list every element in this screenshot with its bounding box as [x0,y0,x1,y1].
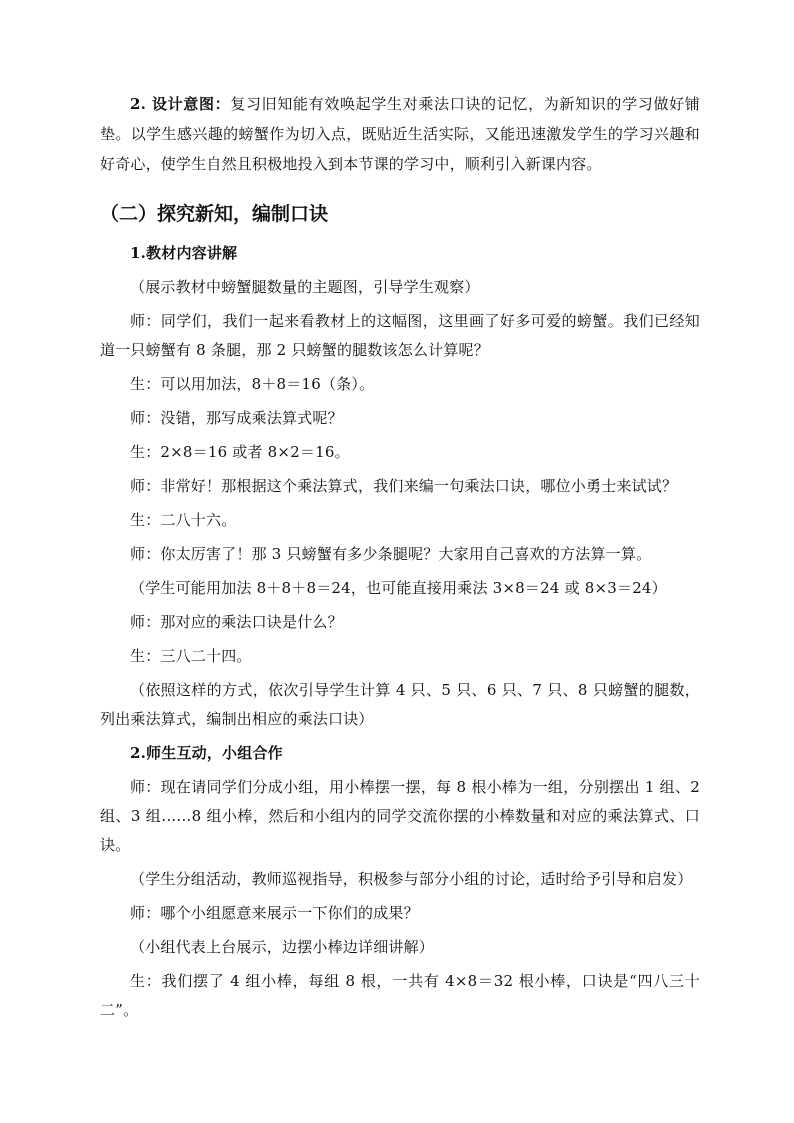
paragraph-student-add: 生：可以用加法，8＋8＝16（条）。 [130,375,375,393]
paragraph-teacher-three-crabs: 师：你太厉害了！那 3 只螃蟹有多少条腿呢？大家用自己喜欢的方法算一算。 [130,545,652,563]
paragraph-student-result: 生：我们摆了 4 组小棒，每组 8 根，一共有 4×8＝32 根小棒，口诀是“四八三十二”。 [100,972,700,1019]
paragraph-student-equation: 生：2×8＝16 或者 8×2＝16。 [130,443,350,461]
paragraph-student-methods: （学生可能用加法 8＋8＋8＝24，也可能直接用乘法 3×8＝24 或 8×3＝24） [130,579,667,597]
paragraph-teacher-ask-rhyme: 师：那对应的乘法口诀是什么？ [130,613,343,631]
paragraph-show-picture: （展示教材中螃蟹腿数量的主题图，引导学生观察） [130,278,480,296]
paragraph-teacher-show: 师：哪个小组愿意来展示一下你们的成果？ [130,904,419,922]
subheading-group-work: 2.师生互动，小组合作 [130,744,283,762]
paragraph-teacher-intro: 师：同学们，我们一起来看教材上的这幅图，这里画了好多可爱的螃蟹。我们已经知道一只螃蟹有 8 条腿，那 2 只螃蟹的腿数该怎么计算呢？ [100,312,700,359]
paragraph-student-rhyme-24: 生：三八二十四。 [130,647,252,665]
paragraph-group-activity: （学生分组活动，教师巡视指导，积极参与部分小组的讨论，适时给予引导和启发） [130,870,693,888]
paragraph-teacher-groups: 师：现在请同学们分成小组，用小棒摆一摆，每 8 根小棒为一组，分别摆出 1 组、2 组、3 组……8 组小棒，然后和小组内的同学交流你摆的小棒数量和对应的乘法算式、口诀。 [100,778,700,854]
design-intent-paragraph [100,89,700,179]
design-intent-label: 2. 设计意图： [130,95,231,113]
paragraph-student-rhyme: 生：二八十六。 [130,511,237,529]
paragraph-teacher-rhyme: 师：非常好！那根据这个乘法算式，我们来编一句乘法口诀，哪位小勇士来试试？ [130,477,678,495]
page-content [100,89,700,1025]
design-intent-text: 复习旧知能有效唤起学生对乘法口诀的记忆，为新知识的学习做好铺垫。以学生感兴趣的螃蟹作为切入点，既贴近生活实际，又能迅速激发学生的学习兴趣和好奇心，使学生自然且积极地投入到本节课的学习中，顺利引入新课内容。 [100,95,700,173]
paragraph-guide-more: （依照这样的方式，依次引导学生计算 4 只、5 只、6 只、7 只、8 只螃蟹的腿数，列出乘法算式，编制出相应的乘法口诀） [100,681,700,728]
paragraph-teacher-multiply: 师：没错，那写成乘法算式呢？ [130,409,343,427]
subheading-textbook: 1.教材内容讲解 [130,244,238,262]
section-heading-explore: （二）探究新知，编制口诀 [100,203,329,225]
paragraph-group-present: （小组代表上台展示，边摆小棒边详细讲解） [130,938,435,956]
